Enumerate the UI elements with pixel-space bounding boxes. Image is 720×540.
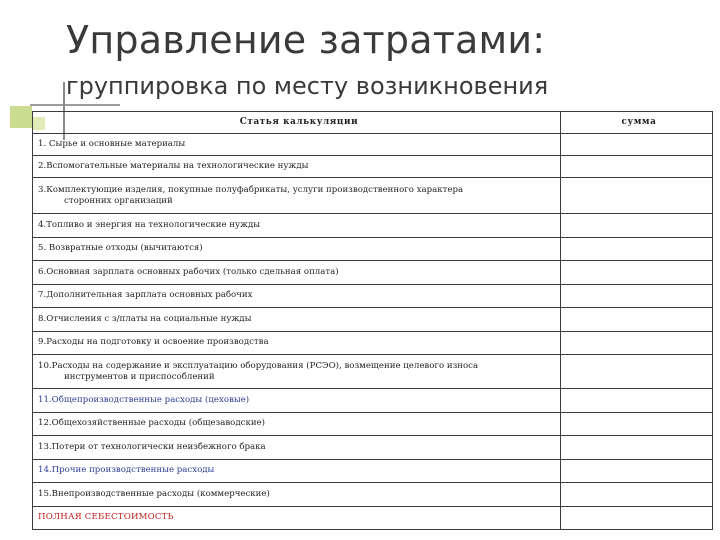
row-label: 10.Расходы на содержание и эксплуатацию оборудования (РСЭО), возмещение целевого износа — [38, 360, 479, 371]
header-sum: сумма — [561, 112, 713, 134]
sum-cell — [561, 178, 713, 214]
row-label-continuation: сторонних организаций — [64, 195, 173, 206]
row-label: 3.Комплектующие изделия, покупные полуфабрикаты, услуги производственного характера — [38, 184, 464, 195]
row-label: 7.Дополнительная зарплата основных рабочих — [33, 284, 561, 308]
sum-cell — [561, 284, 713, 308]
table-row — [33, 261, 713, 285]
table-row — [33, 389, 713, 413]
sum-cell — [561, 237, 713, 261]
sum-cell — [561, 459, 713, 483]
sum-cell — [561, 331, 713, 355]
table-row — [33, 134, 713, 156]
table-row — [33, 331, 713, 355]
table-row-total — [33, 506, 713, 530]
sum-cell — [561, 389, 713, 413]
table-row — [33, 178, 713, 214]
table-row — [33, 459, 713, 483]
table-row — [33, 436, 713, 460]
row-label-multiline — [33, 355, 561, 389]
table-row — [33, 214, 713, 238]
sum-cell — [561, 506, 713, 530]
row-label: 13.Потери от технологически неизбежного брака — [33, 436, 561, 460]
sum-cell — [561, 261, 713, 285]
sum-cell — [561, 355, 713, 389]
table-row — [33, 156, 713, 178]
row-label: 1. Сырье и основные материалы — [33, 134, 561, 156]
table-header-row — [33, 112, 713, 134]
costing-table — [32, 111, 713, 530]
slide-title: Управление затратами: — [66, 18, 546, 62]
row-label: 5. Возвратные отходы (вычитаются) — [33, 237, 561, 261]
row-label: 6.Основная зарплата основных рабочих (только сдельная оплата) — [33, 261, 561, 285]
row-label-multiline — [33, 178, 561, 214]
sum-cell — [561, 156, 713, 178]
table-row — [33, 308, 713, 332]
table-row — [33, 483, 713, 507]
sum-cell — [561, 308, 713, 332]
slide-subtitle: группировка по месту возникновения — [66, 72, 549, 100]
row-label: 12.Общехозяйственные расходы (общезаводские) — [33, 412, 561, 436]
row-label-continuation: инструментов и приспособлений — [64, 371, 215, 382]
decor-line-horizontal — [30, 104, 120, 106]
sum-cell — [561, 483, 713, 507]
sum-cell — [561, 134, 713, 156]
row-label: 15.Внепроизводственные расходы (коммерческие) — [33, 483, 561, 507]
sum-cell — [561, 412, 713, 436]
table-row — [33, 412, 713, 436]
row-label: 14.Прочие производственные расходы — [33, 459, 561, 483]
header-article: Статья калькуляции — [33, 112, 561, 134]
decor-square-green — [10, 106, 32, 128]
table-row — [33, 355, 713, 389]
table-row — [33, 284, 713, 308]
row-label: 11.Общепроизводственные расходы (цеховые) — [33, 389, 561, 413]
row-label: 8.Отчисления с з/платы на социальные нужды — [33, 308, 561, 332]
row-label: 2.Вспомогательные материалы на технологические нужды — [33, 156, 561, 178]
sum-cell — [561, 214, 713, 238]
total-label: ПОЛНАЯ СЕБЕСТОИМОСТЬ — [33, 506, 561, 530]
sum-cell — [561, 436, 713, 460]
row-label: 9.Расходы на подготовку и освоение производства — [33, 331, 561, 355]
table-row — [33, 237, 713, 261]
row-label: 4.Топливо и энергия на технологические нужды — [33, 214, 561, 238]
